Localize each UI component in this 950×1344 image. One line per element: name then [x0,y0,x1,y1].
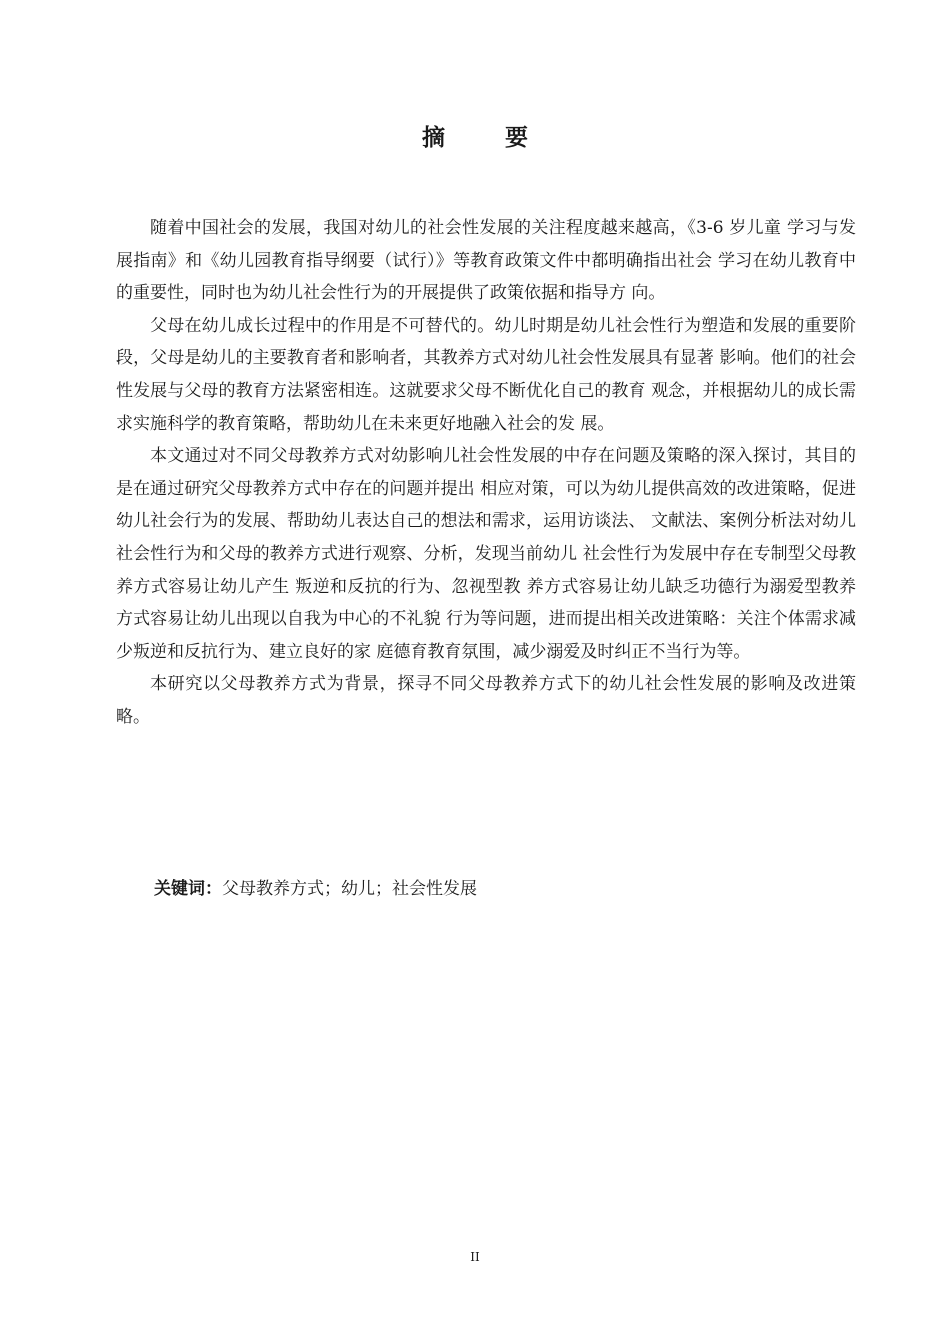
abstract-body [116,212,856,734]
page-title: 摘 要 [421,124,554,151]
abstract-paragraph-4: 本研究以父母教养方式为背景，探寻不同父母教养方式下的幼儿社会性发展的影响及改进策略。 [116,674,856,727]
abstract-paragraph-1: 随着中国社会的发展，我国对幼儿的社会性发展的关注程度越来越高，《3-6 岁儿童 学习与发展指南》和《幼儿园教育指导纲要（试行）》等教育政策文件中都明确指出社会 学习在幼儿教育中的重要性，同时也为幼儿社会性行为的开展提供了政策依据和指导方 向。 [116,218,856,304]
keywords-label: 关键词： [154,879,222,899]
keywords-line [154,874,854,904]
keywords-value: 父母教养方式；幼儿；社会性发展 [222,879,477,899]
abstract-paragraph-3: 本文通过对不同父母教养方式对幼影响儿社会性发展的中存在问题及策略的深入探讨，其目的是在通过研究父母教养方式中存在的问题并提出 相应对策，可以为幼儿提供高效的改进策略，促进幼儿社会行为的发展、帮助幼儿表达自己的想法和需求，运用访谈法、 文献法、案例分析法对幼儿社会性行为和父母的教养方式进行观察、分析，发现当前幼儿 社会性行为发展中存在专制型父母教养方式容易让幼儿产生 叛逆和反抗的行为、忽视型教 养方式容易让幼儿缺乏功德行为溺爱型教养方式容易让幼儿出现以自我为中心的不礼貌 行为等问题，进而提出相关改进策略：关注个体需求减少叛逆和反抗行为、建立良好的家 庭德育教育氛围，减少溺爱及时纠正不当行为等。 [116,446,856,662]
abstract-paragraph-2: 父母在幼儿成长过程中的作用是不可替代的。幼儿时期是幼儿社会性行为塑造和发展的重要阶段，父母是幼儿的主要教育者和影响者，其教养方式对幼儿社会性发展具有显著 影响。他们的社会性发展与父母的教育方法紧密相连。这就要求父母不断优化自己的教育 观念，并根据幼儿的成长需求实施科学的教育策略，帮助幼儿在未来更好地融入社会的发 展。 [116,315,856,434]
page-number: II [470,1250,480,1264]
